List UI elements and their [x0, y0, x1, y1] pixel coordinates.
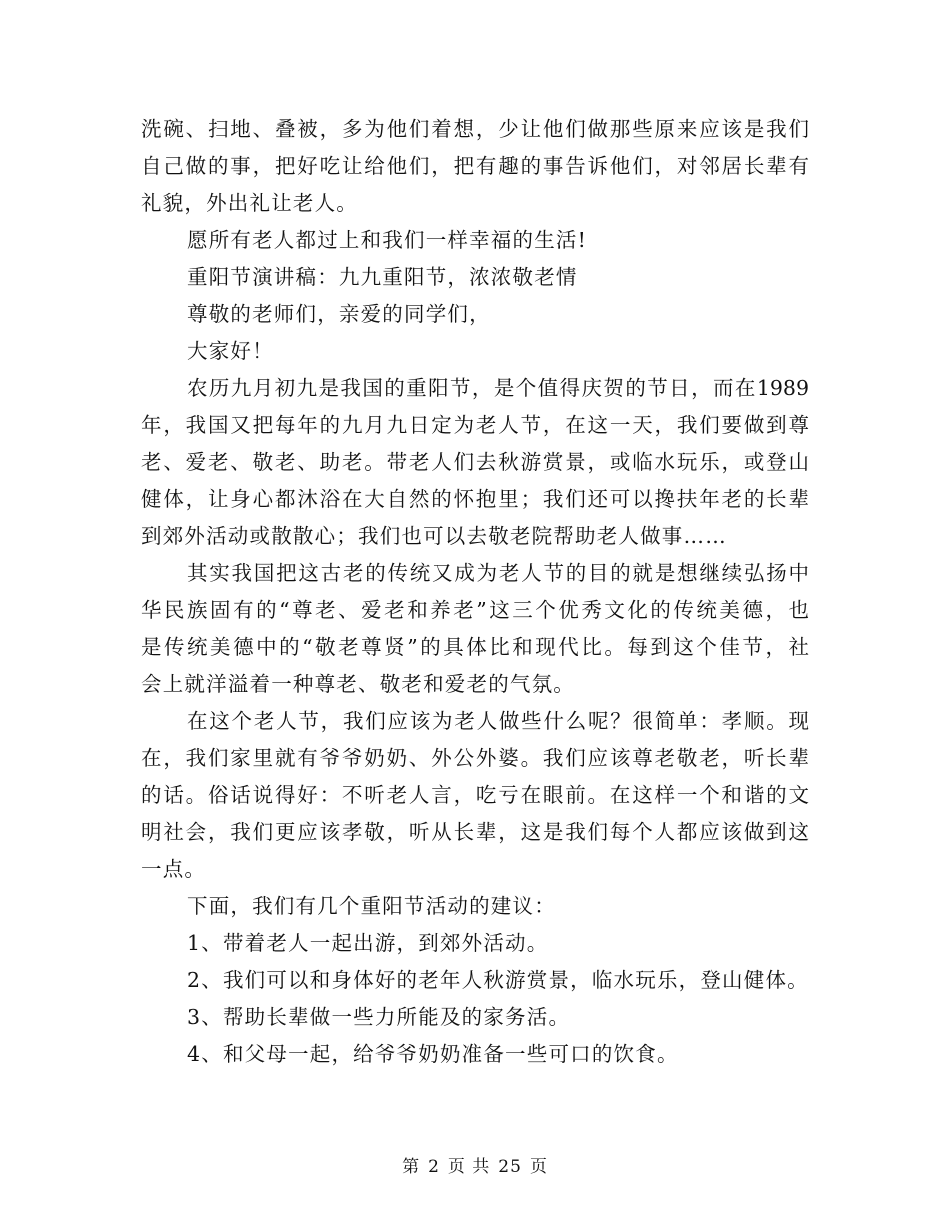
text-line: 大家好！: [187, 339, 274, 363]
text-line: 会上就洋溢着一种尊老、敬老和爱老的气氛。: [141, 672, 575, 696]
footer-middle: 页 共: [447, 1157, 491, 1177]
text-line: 重阳节演讲稿：九九重阳节，浓浓敬老情: [187, 265, 578, 289]
total-page-count: 25: [498, 1157, 522, 1177]
text-line: 1、带着老人一起出游，到郊外活动。: [187, 931, 549, 955]
text-line: 是传统美德中的“敬老尊贤”的具体比和现代比。每到这个佳节，社: [141, 635, 809, 659]
text-line: 2、我们可以和身体好的老年人秋游赏景，临水玩乐，登山健体。: [187, 968, 809, 992]
footer-suffix: 页: [529, 1157, 548, 1177]
text-line: 愿所有老人都过上和我们一样幸福的生活!: [187, 228, 588, 252]
text-line: 华民族固有的“尊老、爱老和养老”这三个优秀文化的传统美德，也: [141, 598, 809, 622]
text-line: 尊敬的老师们，亲爱的同学们，: [187, 302, 491, 326]
text-line: 到郊外活动或散散心；我们也可以去敬老院帮助老人做事……: [141, 524, 727, 548]
text-line: 其实我国把这古老的传统又成为老人节的目的就是想继续弘扬中: [187, 561, 809, 585]
text-line: 下面，我们有几个重阳节活动的建议：: [187, 894, 556, 918]
text-line: 健体，让身心都沐浴在大自然的怀抱里；我们还可以搀扶年老的长辈: [141, 487, 809, 511]
text-line: 在，我们家里就有爷爷奶奶、外公外婆。我们应该尊老敬老，听长辈: [141, 746, 809, 770]
text-line: 的话。俗话说得好：不听老人言，吃亏在眼前。在这样一个和谐的文: [141, 783, 809, 807]
footer-prefix: 第: [402, 1157, 421, 1177]
text-line: 一点。: [141, 857, 207, 881]
current-page-number: 2: [428, 1157, 440, 1177]
text-line: 年，我国又把每年的九月九日定为老人节，在这一天，我们要做到尊: [141, 413, 809, 437]
text-line: 在这个老人节，我们应该为老人做些什么呢？很简单：孝顺。现: [187, 709, 809, 733]
text-line: 4、和父母一起，给爷爷奶奶准备一些可口的饮食。: [187, 1042, 679, 1066]
text-line: 礼貌，外出礼让老人。: [141, 191, 358, 215]
document-body: [141, 111, 809, 1073]
page-footer: [0, 1152, 950, 1177]
text-line: 自己做的事，把好吃让给他们，把有趣的事告诉他们，对邻居长辈有: [141, 154, 809, 178]
text-line: 洗碗、扫地、叠被，多为他们着想，少让他们做那些原来应该是我们: [141, 117, 809, 141]
text-line: 3、帮助长辈做一些力所能及的家务活。: [187, 1005, 571, 1029]
text-line: 农历九月初九是我国的重阳节，是个值得庆贺的节日，而在1989: [187, 376, 809, 400]
text-line: 老、爱老、敬老、助老。带老人们去秋游赏景，或临水玩乐，或登山: [141, 450, 809, 474]
text-line: 明社会，我们更应该孝敬，听从长辈，这是我们每个人都应该做到这: [141, 820, 809, 844]
